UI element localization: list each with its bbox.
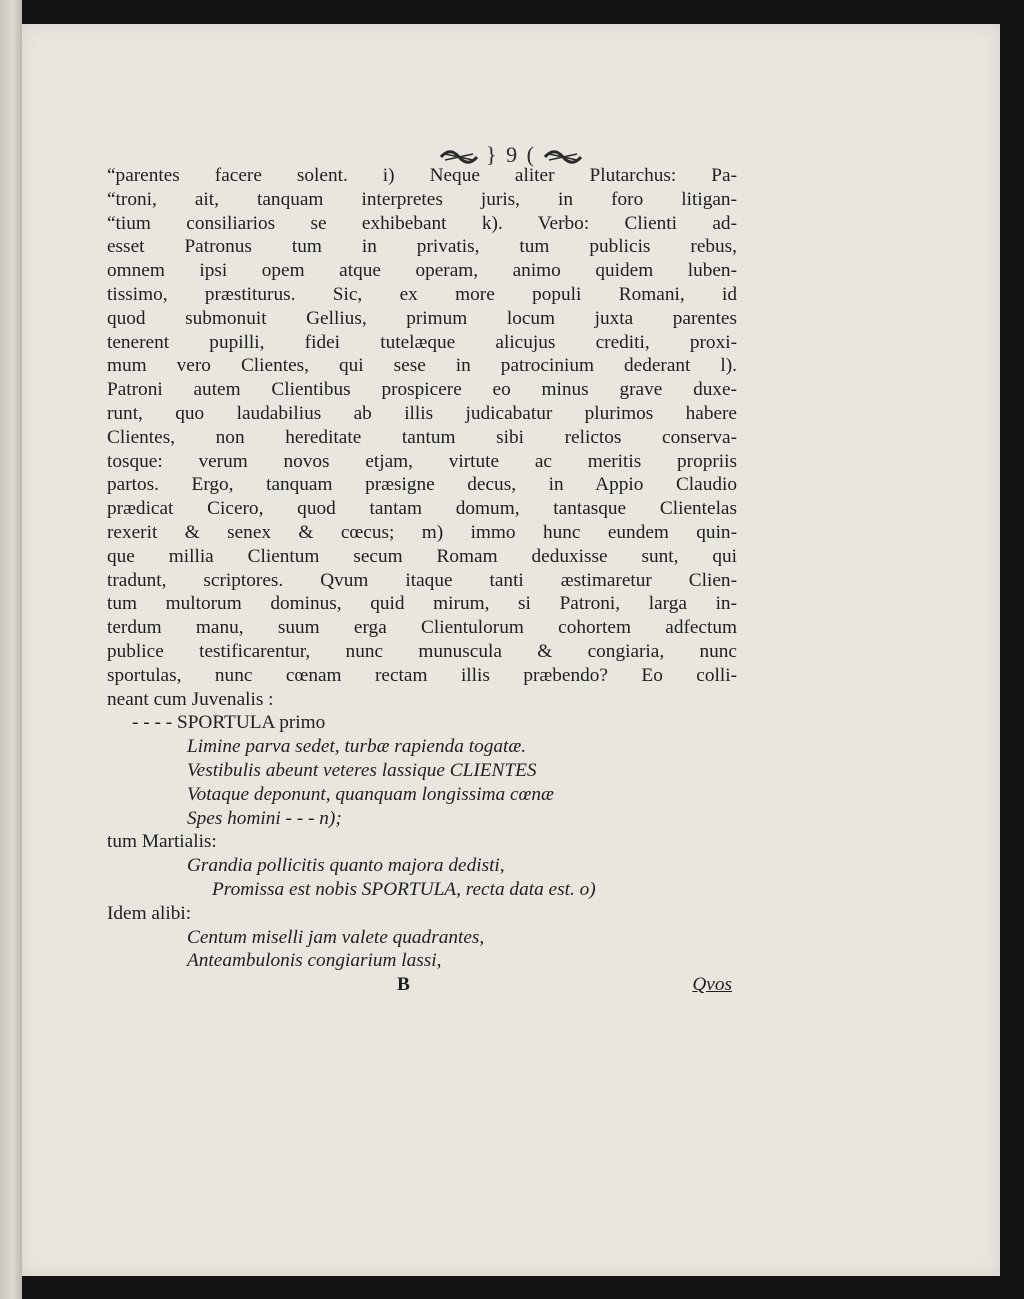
text-line: quod submonuit Gellius, primum locum juxta parentes <box>107 307 737 329</box>
juvenalis-verse: Votaque deponunt, quanquam longissima cœnæ <box>187 783 554 805</box>
juvenalis-verse: Vestibulis abeunt veteres lassique CLIENTES <box>187 759 537 781</box>
text-line: “troni, ait, tanquam interpretes juris, in foro litigan- <box>107 188 737 210</box>
martialis-verse: Promissa est nobis SPORTULA, recta data est. o) <box>212 878 596 900</box>
text-line: prædicat Cicero, quod tantam domum, tantasque Clientelas <box>107 498 737 520</box>
page-number: } 9 ( <box>486 142 536 167</box>
text-line: sportulas, nunc cœnam rectam illis præbendo? Eo colli- <box>107 664 737 686</box>
text-line: “parentes facere solent. i) Neque aliter Plutarchus: Pa- <box>107 165 737 186</box>
body-text <box>107 164 737 997</box>
text-line: que millia Clientum secum Romam deduxisse sunt, qui <box>107 545 737 567</box>
text-line: tissimo, præstiturus. Sic, ex more populi Romani, id <box>107 283 737 305</box>
martialis-verse-2: Anteambulonis congiarium lassi, <box>187 950 442 972</box>
page-footer <box>107 973 737 997</box>
juvenalis-sportula-line: - - - - SPORTULA primo <box>132 712 326 734</box>
text-line: mum vero Clientes, qui sese in patrocinium dederant l). <box>107 355 737 377</box>
juvenalis-verse: Limine parva sedet, turbæ rapienda togatæ. <box>187 736 527 758</box>
text-line: terdum manu, suum erga Clientulorum cohortem adfectum <box>107 617 737 639</box>
text-line: Clientes, non hereditate tantum sibi relictos conserva- <box>107 426 737 448</box>
martialis-verse-2: Centum miselli jam valete quadrantes, <box>187 926 485 948</box>
idem-line: Idem alibi: <box>107 902 192 924</box>
juvenalis-verse: Spes homini - - - n); <box>187 807 342 829</box>
text-line: tum multorum dominus, quid mirum, si Patroni, larga in- <box>107 593 737 615</box>
text-line: runt, quo laudabilius ab illis judicabatur plurimos habere <box>107 402 737 424</box>
text-line: neant cum Juvenalis : <box>107 688 274 710</box>
text-line: tenerent pupilli, fidei tutelæque alicujus crediti, proxi- <box>107 331 737 353</box>
text-line: tosque: verum novos etjam, virtute ac meritis propriis <box>107 450 737 472</box>
text-line: rexerit & senex & cœcus; m) immo hunc eundem quin- <box>107 521 737 543</box>
martialis-verse: Grandia pollicitis quanto majora dedisti, <box>187 855 505 877</box>
text-line: publice testificarentur, nunc munuscula & congiaria, nunc <box>107 640 737 662</box>
text-line: omnem ipsi opem atque operam, animo quidem luben- <box>107 260 737 282</box>
catchword: Qvos <box>692 974 732 996</box>
martialis-intro: tum Martialis: <box>107 831 217 853</box>
adjacent-page-edge <box>0 0 22 1299</box>
text-line: partos. Ergo, tanquam præsigne decus, in Appio Claudio <box>107 474 737 496</box>
text-line: “tium consiliarios se exhibebant k). Verbo: Clienti ad- <box>107 212 737 234</box>
ornament-right-icon <box>543 150 583 164</box>
text-line: esset Patronus tum in privatis, tum publicis rebus, <box>107 236 737 258</box>
text-line: Patroni autem Clientibus prospicere eo minus grave duxe- <box>107 379 737 401</box>
ornament-left-icon <box>439 150 479 164</box>
signature-mark: B <box>397 974 410 996</box>
book-page <box>22 24 1000 1276</box>
text-line: tradunt, scriptores. Qvum itaque tanti æstimaretur Clien- <box>107 569 737 591</box>
